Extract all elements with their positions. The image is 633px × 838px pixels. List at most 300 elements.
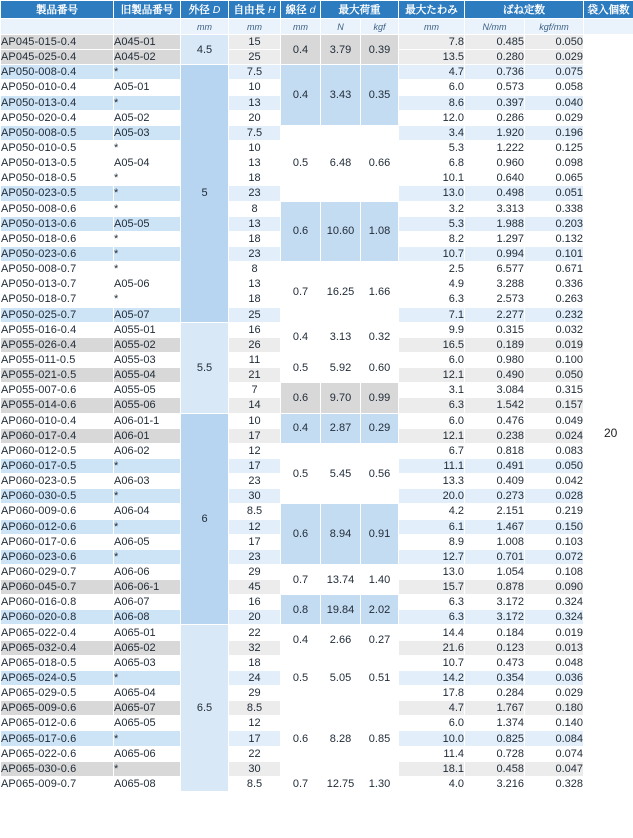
spring-constant-kgf-mm: 0.103 [525, 534, 584, 549]
product-number: AP065-030-0.6 [1, 761, 114, 776]
max-deflection: 12.0 [399, 110, 465, 125]
spring-constant-kgf-mm: 0.324 [525, 610, 584, 625]
old-product-number: * [114, 262, 181, 277]
free-length: 20 [229, 610, 281, 625]
max-deflection: 4.7 [399, 65, 465, 80]
max-deflection: 21.6 [399, 640, 465, 655]
free-length: 8.5 [229, 701, 281, 716]
max-deflection: 5.3 [399, 140, 465, 155]
free-length: 23 [229, 549, 281, 564]
table-row [1, 413, 633, 428]
max-load-kgf-cell: 1.30 [361, 776, 399, 791]
max-load-kgf-cell: 1.40 [361, 564, 399, 594]
free-length: 14 [229, 398, 281, 413]
table-row [1, 504, 633, 519]
header-row [1, 1, 633, 19]
product-number: AP060-012-0.5 [1, 443, 114, 458]
product-number: AP055-021-0.5 [1, 368, 114, 383]
free-length: 13 [229, 277, 281, 292]
free-length: 7 [229, 383, 281, 398]
old-product-number: A06-06 [114, 564, 181, 579]
header-spring-constant: ばね定数 [465, 1, 584, 19]
wire-diameter-cell: 0.6 [281, 383, 321, 413]
spring-constant-n-mm: 0.458 [465, 761, 525, 776]
product-number: AP045-015-0.4 [1, 35, 114, 50]
max-deflection: 6.3 [399, 398, 465, 413]
free-length: 30 [229, 761, 281, 776]
spring-constant-kgf-mm: 0.108 [525, 564, 584, 579]
free-length: 26 [229, 337, 281, 352]
free-length: 7.5 [229, 65, 281, 80]
max-deflection: 6.7 [399, 443, 465, 458]
free-length: 7.5 [229, 125, 281, 140]
spring-constant-kgf-mm: 0.047 [525, 761, 584, 776]
spring-constant-n-mm: 1.374 [465, 716, 525, 731]
spring-constant-n-mm: 0.284 [465, 686, 525, 701]
product-number: AP065-009-0.6 [1, 701, 114, 716]
product-number: AP065-029-0.5 [1, 686, 114, 701]
old-product-number: * [114, 246, 181, 261]
product-number: AP060-020-0.8 [1, 610, 114, 625]
max-deflection: 14.2 [399, 670, 465, 685]
product-number: AP055-014-0.6 [1, 398, 114, 413]
spring-constant-kgf-mm: 0.157 [525, 398, 584, 413]
spring-constant-kgf-mm: 0.083 [525, 443, 584, 458]
old-product-number: A065-08 [114, 776, 181, 791]
spring-constant-n-mm: 2.151 [465, 504, 525, 519]
max-deflection: 10.0 [399, 731, 465, 746]
max-deflection: 4.0 [399, 776, 465, 791]
header-free-length-symbol: H [267, 4, 276, 16]
spring-constant-n-mm: 0.640 [465, 171, 525, 186]
max-deflection: 4.9 [399, 277, 465, 292]
spring-constant-n-mm: 0.878 [465, 580, 525, 595]
old-product-number: A055-01 [114, 322, 181, 337]
spring-constant-kgf-mm: 0.029 [525, 110, 584, 125]
max-load-n-cell: 6.48 [321, 125, 361, 201]
max-deflection: 6.0 [399, 716, 465, 731]
old-product-number: A055-05 [114, 383, 181, 398]
product-number: AP060-017-0.5 [1, 458, 114, 473]
wire-diameter-cell: 0.6 [281, 201, 321, 262]
outer-diameter-cell: 4.5 [181, 35, 229, 65]
max-deflection: 2.5 [399, 262, 465, 277]
spring-constant-kgf-mm: 0.024 [525, 428, 584, 443]
spring-constant-kgf-mm: 0.196 [525, 125, 584, 140]
spring-constant-n-mm: 0.123 [465, 640, 525, 655]
spring-constant-kgf-mm: 0.132 [525, 231, 584, 246]
product-number: AP050-023-0.6 [1, 246, 114, 261]
old-product-number: A06-03 [114, 474, 181, 489]
table-row [1, 201, 633, 216]
old-product-number: * [114, 171, 181, 186]
max-load-n-cell: 3.43 [321, 65, 361, 126]
spring-constant-kgf-mm: 0.036 [525, 670, 584, 685]
product-number: AP050-013-0.4 [1, 95, 114, 110]
product-number: AP055-011-0.5 [1, 352, 114, 367]
max-load-n-cell: 10.60 [321, 201, 361, 262]
wire-diameter-cell: 0.5 [281, 125, 321, 201]
max-load-kgf-cell: 1.08 [361, 201, 399, 262]
spring-constant-n-mm: 1.542 [465, 398, 525, 413]
wire-diameter-cell: 0.5 [281, 352, 321, 382]
old-product-number: A055-04 [114, 368, 181, 383]
wire-diameter-cell: 0.6 [281, 701, 321, 777]
spring-constant-kgf-mm: 0.140 [525, 716, 584, 731]
unit-cell: mm [181, 19, 229, 35]
wire-diameter-cell: 0.4 [281, 413, 321, 443]
max-deflection: 7.1 [399, 307, 465, 322]
header-outer-diameter-symbol: D [212, 4, 221, 16]
max-deflection: 12.1 [399, 368, 465, 383]
old-product-number: * [114, 731, 181, 746]
max-load-n-cell: 2.66 [321, 625, 361, 655]
spring-constant-kgf-mm: 0.065 [525, 171, 584, 186]
max-load-n-cell: 3.79 [321, 35, 361, 65]
product-number: AP050-008-0.6 [1, 201, 114, 216]
old-product-number: A05-01 [114, 80, 181, 95]
spring-constant-kgf-mm: 0.090 [525, 580, 584, 595]
free-length: 15 [229, 35, 281, 50]
spring-constant-n-mm: 0.728 [465, 746, 525, 761]
table-row [1, 322, 633, 337]
free-length: 16 [229, 595, 281, 610]
header-wire-diameter: 線径 d [281, 1, 321, 19]
product-number: AP065-022-0.4 [1, 625, 114, 640]
old-product-number: * [114, 140, 181, 155]
wire-diameter-cell: 0.4 [281, 322, 321, 352]
spring-constant-kgf-mm: 0.051 [525, 186, 584, 201]
table-row [1, 35, 633, 50]
product-number: AP050-013-0.7 [1, 277, 114, 292]
max-load-kgf-cell: 0.51 [361, 655, 399, 700]
table-row [1, 352, 633, 367]
max-load-kgf-cell: 2.02 [361, 595, 399, 625]
max-deflection: 10.7 [399, 246, 465, 261]
max-load-n-cell: 12.75 [321, 776, 361, 791]
spring-constant-n-mm: 0.354 [465, 670, 525, 685]
max-deflection: 10.1 [399, 171, 465, 186]
free-length: 13 [229, 95, 281, 110]
old-product-number: * [114, 65, 181, 80]
table-row [1, 655, 633, 670]
spring-constant-n-mm: 0.980 [465, 352, 525, 367]
free-length: 22 [229, 625, 281, 640]
spring-constant-kgf-mm: 0.100 [525, 352, 584, 367]
free-length: 11 [229, 352, 281, 367]
old-product-number: * [114, 761, 181, 776]
free-length: 25 [229, 50, 281, 65]
product-number: AP050-023-0.5 [1, 186, 114, 201]
product-number: AP060-016-0.8 [1, 595, 114, 610]
max-load-kgf-cell: 0.99 [361, 383, 399, 413]
max-deflection: 8.2 [399, 231, 465, 246]
free-length: 30 [229, 489, 281, 504]
spring-constant-kgf-mm: 0.338 [525, 201, 584, 216]
free-length: 17 [229, 458, 281, 473]
product-number: AP050-008-0.4 [1, 65, 114, 80]
unit-cell: N/mm [465, 19, 525, 35]
table-row [1, 443, 633, 458]
old-product-number: A06-04 [114, 504, 181, 519]
product-number: AP055-026-0.4 [1, 337, 114, 352]
spring-constant-kgf-mm: 0.042 [525, 474, 584, 489]
spring-constant-n-mm: 0.818 [465, 443, 525, 458]
unit-cell: mm [229, 19, 281, 35]
spring-constant-n-mm: 0.397 [465, 95, 525, 110]
bag-quantity-column [584, 35, 633, 792]
spring-constant-kgf-mm: 0.013 [525, 640, 584, 655]
table-row [1, 65, 633, 80]
max-deflection: 13.3 [399, 474, 465, 489]
old-product-number: A06-01 [114, 428, 181, 443]
product-number: AP045-025-0.4 [1, 50, 114, 65]
spring-constant-n-mm: 0.573 [465, 80, 525, 95]
product-number: AP050-025-0.7 [1, 307, 114, 322]
free-length: 23 [229, 246, 281, 261]
max-load-n-cell: 16.25 [321, 262, 361, 323]
spring-constant-kgf-mm: 0.050 [525, 35, 584, 50]
product-number: AP060-017-0.6 [1, 534, 114, 549]
product-number: AP060-029-0.7 [1, 564, 114, 579]
outer-diameter-cell: 6.5 [181, 625, 229, 792]
wire-diameter-cell: 0.4 [281, 65, 321, 126]
max-deflection: 18.1 [399, 761, 465, 776]
spring-constant-kgf-mm: 0.048 [525, 655, 584, 670]
max-deflection: 16.5 [399, 337, 465, 352]
product-number: AP060-023-0.5 [1, 474, 114, 489]
free-length: 12 [229, 443, 281, 458]
spring-constant-n-mm: 0.485 [465, 35, 525, 50]
spring-constant-kgf-mm: 0.232 [525, 307, 584, 322]
unit-cell [1, 19, 114, 35]
max-load-kgf-cell: 0.27 [361, 625, 399, 655]
wire-diameter-cell: 0.8 [281, 595, 321, 625]
max-load-n-cell: 8.94 [321, 504, 361, 565]
free-length: 18 [229, 171, 281, 186]
table-row [1, 125, 633, 140]
old-product-number: A05-03 [114, 125, 181, 140]
max-load-n-cell: 19.84 [321, 595, 361, 625]
free-length: 12 [229, 716, 281, 731]
spring-constant-kgf-mm: 0.032 [525, 322, 584, 337]
product-number: AP050-008-0.7 [1, 262, 114, 277]
table-row [1, 701, 633, 716]
free-length: 17 [229, 534, 281, 549]
free-length: 24 [229, 670, 281, 685]
free-length: 32 [229, 640, 281, 655]
max-load-kgf-cell: 0.60 [361, 352, 399, 382]
spring-constant-kgf-mm: 0.098 [525, 156, 584, 171]
old-product-number: A06-07 [114, 595, 181, 610]
outer-diameter-cell: 6 [181, 413, 229, 625]
product-number: AP065-012-0.6 [1, 716, 114, 731]
max-deflection: 6.3 [399, 292, 465, 307]
spring-constant-n-mm: 1.222 [465, 140, 525, 155]
old-product-number: A06-08 [114, 610, 181, 625]
max-load-kgf-cell: 0.56 [361, 443, 399, 504]
wire-diameter-cell: 0.6 [281, 504, 321, 565]
max-load-n-cell: 8.28 [321, 701, 361, 777]
old-product-number: A05-05 [114, 216, 181, 231]
spring-constant-n-mm: 0.476 [465, 413, 525, 428]
old-product-number: A055-06 [114, 398, 181, 413]
spring-constant-kgf-mm: 0.050 [525, 458, 584, 473]
outer-diameter-cell: 5 [181, 65, 229, 322]
max-load-kgf-cell: 0.29 [361, 413, 399, 443]
product-number: AP060-030-0.5 [1, 489, 114, 504]
table-body [1, 35, 633, 792]
max-load-n-cell: 3.13 [321, 322, 361, 352]
free-length: 13 [229, 216, 281, 231]
wire-diameter-cell: 0.4 [281, 35, 321, 65]
max-deflection: 3.2 [399, 201, 465, 216]
header-max-load: 最大荷重 [321, 1, 399, 19]
max-load-n-cell: 9.70 [321, 383, 361, 413]
units-row [1, 19, 633, 35]
product-number: AP050-018-0.7 [1, 292, 114, 307]
spring-constant-n-mm: 0.409 [465, 474, 525, 489]
spring-constant-n-mm: 0.184 [465, 625, 525, 640]
old-product-number: A06-02 [114, 443, 181, 458]
old-product-number: A055-02 [114, 337, 181, 352]
free-length: 21 [229, 368, 281, 383]
free-length: 12 [229, 519, 281, 534]
max-deflection: 3.4 [399, 125, 465, 140]
max-load-kgf-cell: 0.91 [361, 504, 399, 565]
spring-constant-n-mm: 0.238 [465, 428, 525, 443]
old-product-number: * [114, 231, 181, 246]
product-number: AP065-009-0.7 [1, 776, 114, 791]
unit-cell: kgf [361, 19, 399, 35]
free-length: 8.5 [229, 776, 281, 791]
spring-constant-n-mm: 6.577 [465, 262, 525, 277]
free-length: 10 [229, 413, 281, 428]
wire-diameter-cell: 0.7 [281, 776, 321, 791]
unit-cell [114, 19, 181, 35]
product-number: AP055-007-0.6 [1, 383, 114, 398]
wire-diameter-cell: 0.5 [281, 443, 321, 504]
spring-constant-n-mm: 2.573 [465, 292, 525, 307]
old-product-number: A065-05 [114, 716, 181, 731]
wire-diameter-cell: 0.7 [281, 262, 321, 323]
free-length: 10 [229, 140, 281, 155]
free-length: 29 [229, 686, 281, 701]
old-product-number: A05-06 [114, 277, 181, 292]
product-number: AP050-020-0.4 [1, 110, 114, 125]
product-number: AP060-023-0.6 [1, 549, 114, 564]
spring-constant-n-mm: 0.491 [465, 458, 525, 473]
max-deflection: 5.3 [399, 216, 465, 231]
max-deflection: 8.6 [399, 95, 465, 110]
spring-constant-n-mm: 0.960 [465, 156, 525, 171]
spring-constant-n-mm: 0.189 [465, 337, 525, 352]
header-free-length: 自由長 H [229, 1, 281, 19]
product-number: AP060-009-0.6 [1, 504, 114, 519]
product-number: AP060-045-0.7 [1, 580, 114, 595]
unit-cell: mm [399, 19, 465, 35]
unit-cell [584, 19, 633, 35]
spring-constant-kgf-mm: 0.315 [525, 383, 584, 398]
product-number: AP050-008-0.5 [1, 125, 114, 140]
spring-constant-n-mm: 1.054 [465, 564, 525, 579]
table-row [1, 383, 633, 398]
max-deflection: 12.1 [399, 428, 465, 443]
max-load-kgf-cell: 0.39 [361, 35, 399, 65]
max-load-kgf-cell: 0.35 [361, 65, 399, 126]
free-length: 45 [229, 580, 281, 595]
spring-constant-n-mm: 0.825 [465, 731, 525, 746]
spring-constant-n-mm: 3.216 [465, 776, 525, 791]
spring-constant-n-mm: 0.701 [465, 549, 525, 564]
old-product-number: * [114, 458, 181, 473]
max-deflection: 10.7 [399, 655, 465, 670]
max-load-kgf-cell: 0.32 [361, 322, 399, 352]
header-old-product-number: 旧製品番号 [114, 1, 181, 19]
max-deflection: 6.3 [399, 595, 465, 610]
free-length: 16 [229, 322, 281, 337]
old-product-number: A065-02 [114, 640, 181, 655]
old-product-number: A065-06 [114, 746, 181, 761]
spring-constant-kgf-mm: 0.028 [525, 489, 584, 504]
header-bag-quantity: 袋入個数 [584, 1, 633, 19]
spring-constant-n-mm: 3.172 [465, 595, 525, 610]
unit-cell: N [321, 19, 361, 35]
spring-constant-n-mm: 0.498 [465, 186, 525, 201]
old-product-number: A065-03 [114, 655, 181, 670]
max-deflection: 20.0 [399, 489, 465, 504]
max-deflection: 11.1 [399, 458, 465, 473]
spring-constant-kgf-mm: 0.336 [525, 277, 584, 292]
max-deflection: 11.4 [399, 746, 465, 761]
free-length: 18 [229, 292, 281, 307]
old-product-number: * [114, 95, 181, 110]
free-length: 23 [229, 186, 281, 201]
old-product-number: * [114, 489, 181, 504]
spring-constant-kgf-mm: 0.125 [525, 140, 584, 155]
free-length: 17 [229, 731, 281, 746]
table-row [1, 625, 633, 640]
spring-constant-n-mm: 1.988 [465, 216, 525, 231]
max-deflection: 17.8 [399, 686, 465, 701]
max-load-n-cell: 2.87 [321, 413, 361, 443]
spring-constant-kgf-mm: 0.150 [525, 519, 584, 534]
product-number: AP050-018-0.5 [1, 171, 114, 186]
spring-constant-kgf-mm: 0.219 [525, 504, 584, 519]
free-length: 17 [229, 428, 281, 443]
product-number: AP065-022-0.6 [1, 746, 114, 761]
spring-constant-n-mm: 2.277 [465, 307, 525, 322]
product-number: AP065-032-0.4 [1, 640, 114, 655]
unit-cell: mm [281, 19, 321, 35]
spring-constant-kgf-mm: 0.074 [525, 746, 584, 761]
product-number: AP050-010-0.5 [1, 140, 114, 155]
spring-constant-n-mm: 0.280 [465, 50, 525, 65]
spring-constant-kgf-mm: 0.203 [525, 216, 584, 231]
wire-diameter-cell: 0.4 [281, 625, 321, 655]
old-product-number: A06-06-1 [114, 580, 181, 595]
max-deflection: 6.0 [399, 80, 465, 95]
old-product-number: * [114, 549, 181, 564]
page-number: 20 [604, 426, 618, 440]
max-deflection: 6.3 [399, 610, 465, 625]
free-length: 10 [229, 80, 281, 95]
spring-constant-n-mm: 3.172 [465, 610, 525, 625]
spring-constant-kgf-mm: 0.029 [525, 686, 584, 701]
free-length: 18 [229, 655, 281, 670]
old-product-number: A05-07 [114, 307, 181, 322]
spring-constant-n-mm: 0.273 [465, 489, 525, 504]
